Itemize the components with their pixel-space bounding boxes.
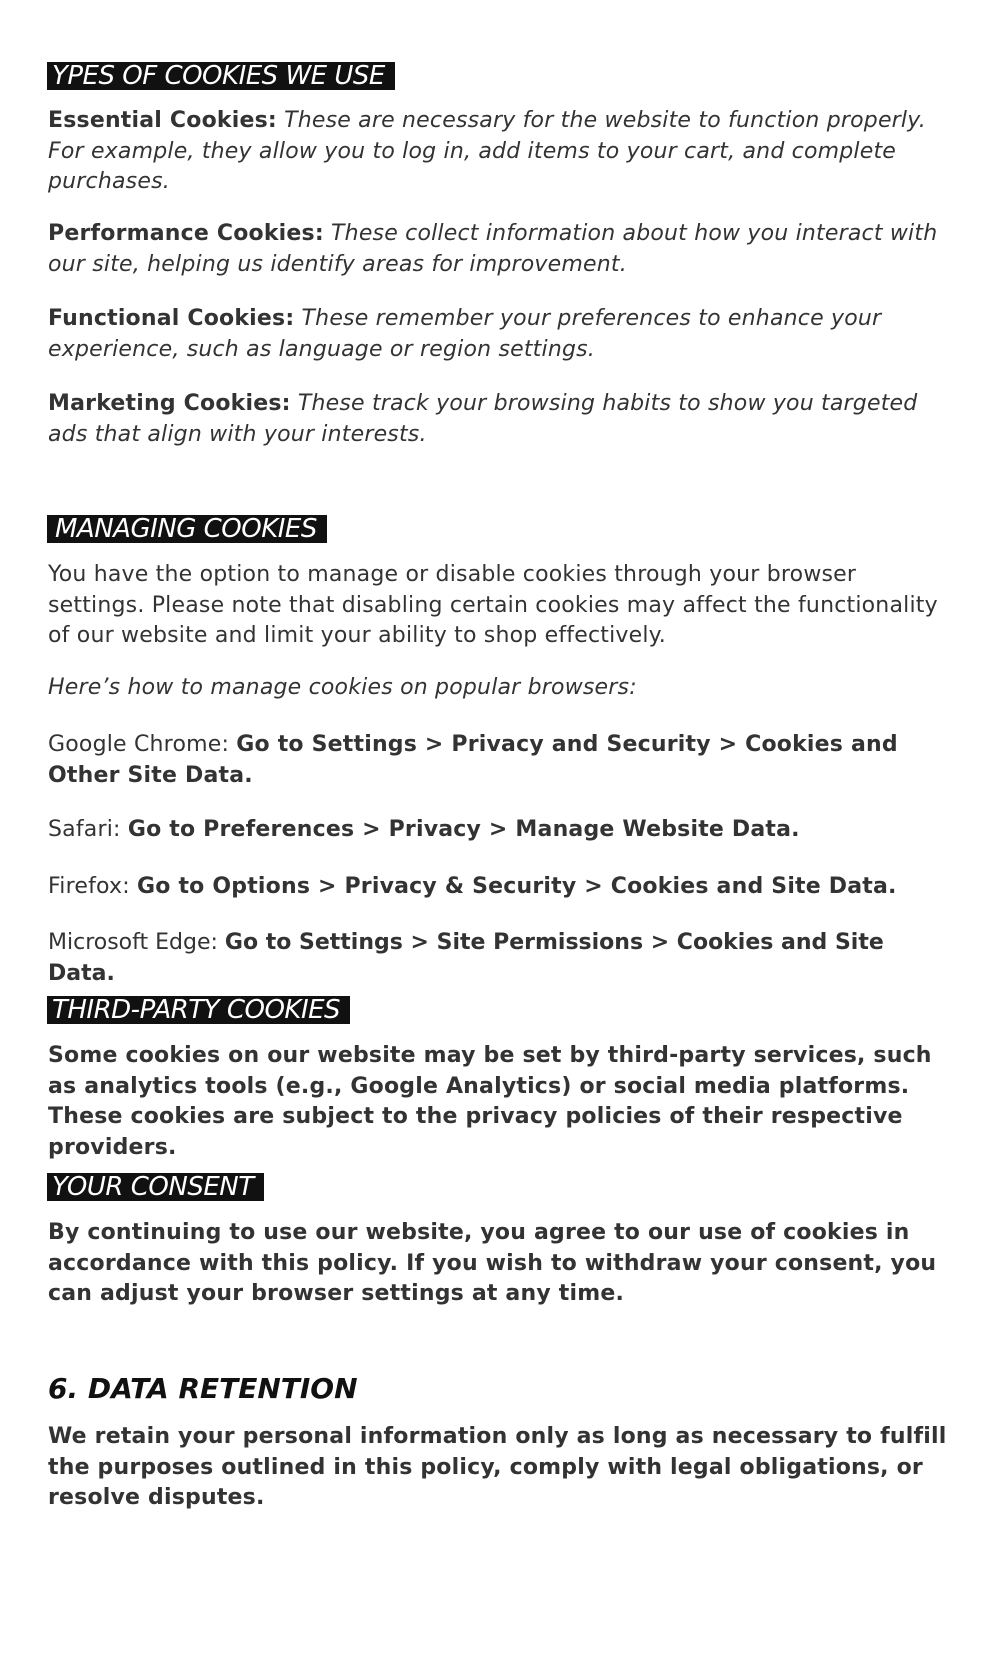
cookie-type-description: These remember your preferences to enhance your experience, such as language or region settings. [48,306,882,362]
browser-name: Microsoft Edge: [48,930,225,955]
browser-path: Go to Preferences > Privacy > Manage Website Data. [127,817,800,842]
third-party-cookies-body [48,1041,953,1163]
cookie-type-label: Functional Cookies: [48,306,295,331]
browser-name: Firefox: [48,874,138,899]
cookie-type-label: Essential Cookies: [48,108,277,133]
cookie-type-label: Performance Cookies: [48,221,324,246]
third-party-cookies-heading: THIRD-PARTY COOKIES [47,996,350,1024]
data-retention-body [48,1422,953,1514]
browser-instruction-chrome [48,730,953,791]
cookie-type-performance [48,219,953,280]
managing-cookies-heading: MANAGING COOKIES [47,515,327,543]
browser-path: Go to Options > Privacy & Security > Cookies and Site Data. [137,874,897,899]
third-party-text: Some cookies on our website may be set by third-party services, such as analytics tools (e.g., Google Analytics) or social media platforms. These cookies are subject to the privacy policies of their respective providers. [48,1043,932,1160]
cookie-type-essential [48,106,953,198]
cookie-type-label: Marketing Cookies: [48,391,291,416]
your-consent-heading: YOUR CONSENT [47,1173,264,1201]
managing-intro-text: You have the option to manage or disable cookies through your browser settings. Please note that disabling certain cookies may affect the functionality of our website and limit your ability to shop effectively. [48,562,938,648]
retention-text: We retain your personal information only as long as necessary to fulfill the purposes outlined in this policy, comply with legal obligations, or resolve disputes. [48,1424,947,1510]
browser-name: Google Chrome: [48,732,237,757]
cookie-type-description: These track your browsing habits to show you targeted ads that align with your interests. [48,391,918,447]
managing-cookies-howto [48,673,953,704]
data-retention-heading: 6. DATA RETENTION [48,1372,358,1405]
browser-path: Go to Settings > Privacy and Security > Cookies and Other Site Data. [48,732,898,788]
browser-name: Safari: [48,817,128,842]
your-consent-body [48,1218,953,1310]
managing-cookies-intro [48,560,953,652]
cookie-type-description: These collect information about how you interact with our site, helping us identify areas for improvement. [48,221,938,277]
browser-instruction-firefox [48,872,953,903]
cookie-type-functional [48,304,953,365]
browser-instruction-edge [48,928,953,989]
browser-path: Go to Settings > Site Permissions > Cookies and Site Data. [48,930,884,986]
types-of-cookies-heading: YPES OF COOKIES WE USE [47,62,395,90]
howto-text: Here’s how to manage cookies on popular browsers: [48,675,637,700]
browser-instruction-safari [48,815,953,846]
cookie-type-description: These are necessary for the website to function properly. For example, they allow you to log in, add items to your cart, and complete purchases. [48,108,926,194]
cookie-type-marketing [48,389,953,450]
consent-text: By continuing to use our website, you agree to our use of cookies in accordance with this policy. If you wish to withdraw your consent, you can adjust your browser settings at any time. [48,1220,937,1306]
